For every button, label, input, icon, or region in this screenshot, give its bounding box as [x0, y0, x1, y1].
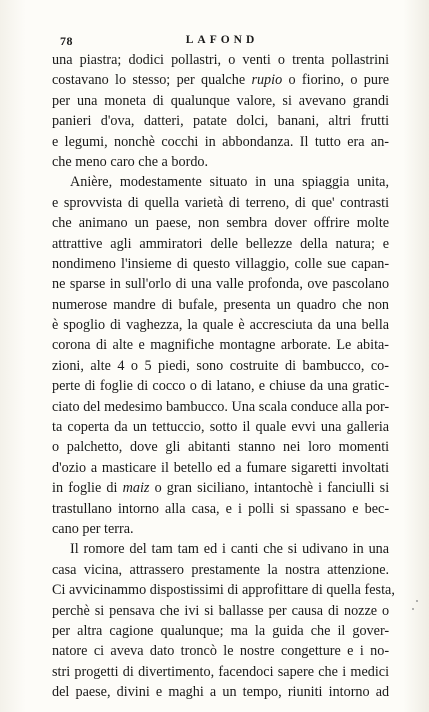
text-line: ciato del medesimo bambucco. Una scala conduce alla por-: [52, 398, 390, 415]
text-line: numerose mandre di bufale, presenta un quadro che non: [52, 296, 389, 313]
text-line: trastullano intorno alla casa, e i polli si spassano e bec-: [52, 500, 390, 517]
text-line: perchè si pensava che ivi si ballasse per causa di nozze o: [52, 602, 390, 619]
text-line: che meno caro che a bordo.: [52, 153, 209, 170]
text-line: panieri d'ova, datteri, patate dolci, banani, altri frutti: [52, 113, 390, 130]
text-line: Ci avvicinammo dispostissimi di approfittare di quella festa,: [52, 582, 395, 599]
text-line: in foglie di maiz o gran siciliano, intantochè i fanciulli si: [52, 480, 390, 497]
text-line: e legumi, nonchè cocchi in abbondanza. Il tutto era an-: [52, 133, 390, 150]
body-text: [52, 50, 395, 703]
text-line: Anière, modestamente situato in una spiaggia unita,: [70, 174, 390, 191]
text-line: costavano lo stesso; per qualche rupio o fiorino, o pure: [52, 72, 390, 89]
text-line: attrattive agli ammiratori delle bellezze della natura; e: [52, 235, 390, 252]
text-line: casa vicina, attrassero prestamente la nostra attenzione.: [52, 561, 390, 578]
text-line: e sprovvista di quella varietà di terreno, di que' contrasti: [52, 194, 390, 211]
text-line: cano per terra.: [52, 520, 134, 537]
text-line: per altra cagione qualunque; ma la guida che il gover-: [52, 622, 390, 639]
page-number: 78: [60, 34, 73, 48]
paper-speck: [416, 600, 418, 602]
text-line: è spoglio di vaghezza, la quale è accresciuta da una bella: [52, 317, 390, 334]
text-line: ne sparse in sull'orlo di una valle profonda, ove pascolano: [52, 276, 390, 293]
text-line: per una moneta di qualunque valore, si avevano grandi: [52, 92, 390, 109]
paper-speck: [412, 608, 414, 610]
text-line: natore ci aveva dato troncò le nostre congetture e i no-: [52, 643, 390, 660]
text-line: perte di foglie di cocco o di latano, e chiuse da una gratic-: [52, 378, 390, 395]
text-line: d'ozio a masticare il betello ed a fumare sigaretti involtati: [52, 459, 390, 476]
text-line: nondimeno l'insieme di questo villaggio, colle sue capan-: [52, 255, 390, 272]
text-line: stri progetti di divertimento, facendoci sapere che i medici: [52, 663, 390, 680]
text-line: una piastra; dodici pollastri, o venti o trenta pollastrini: [52, 52, 390, 68]
text-line: ta coperta da un tettuccio, sotto il quale evvi una galleria: [52, 419, 390, 436]
text-line: Il romore del tam tam ed i canti che si udivano in una: [70, 541, 390, 558]
page-header: [52, 34, 392, 50]
text-line: zioni, alte 4 o 5 piedi, sono costruite di bambucco, co-: [52, 357, 389, 374]
text-line: che animano un paese, non sembra dover offrire molte: [52, 215, 390, 232]
text-line: o palchetto, dove gli abitanti stanno nei loro momenti: [52, 439, 390, 456]
text-line: del paese, divini e maghi a un tempo, riuniti intorno ad: [52, 684, 390, 701]
running-head: LAFOND: [185, 34, 259, 46]
text-line: corona di alte e magnifiche montagne arborate. Le abita-: [52, 337, 390, 354]
